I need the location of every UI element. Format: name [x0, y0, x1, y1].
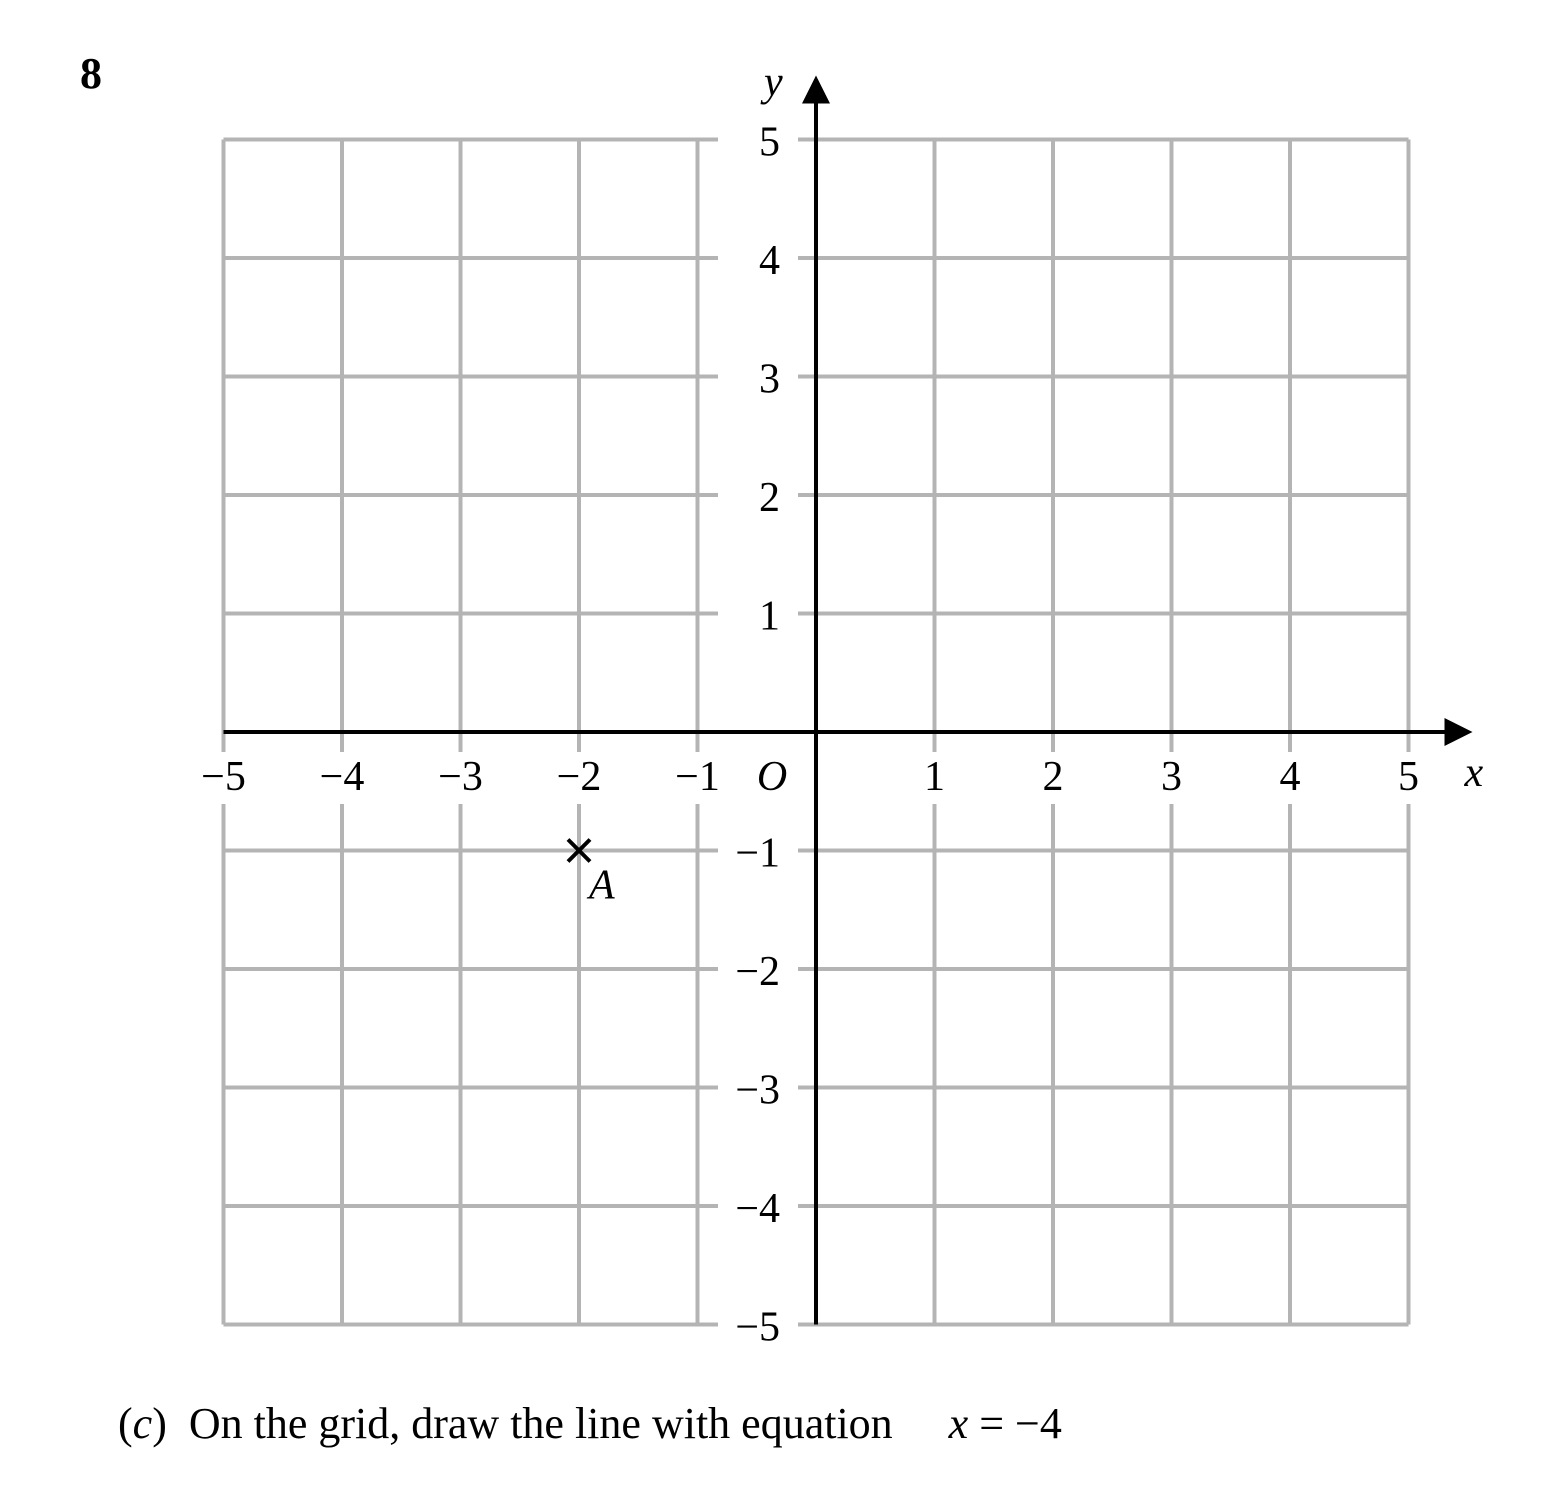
question-text — [118, 1398, 1062, 1449]
y-tick-label: 1 — [759, 593, 780, 640]
tick-label-background — [718, 116, 798, 166]
y-axis-arrow — [802, 76, 830, 104]
equation-rest: = −4 — [968, 1399, 1062, 1448]
origin-label: O — [756, 754, 788, 800]
x-tick-label: −5 — [201, 754, 246, 800]
y-tick-label: −4 — [735, 1186, 780, 1232]
tick-label-background — [718, 234, 798, 284]
y-tick-label: 4 — [759, 238, 780, 284]
x-tick-label: 2 — [1042, 754, 1064, 800]
x-tick-label: 1 — [924, 754, 945, 800]
tick-label-background — [718, 471, 798, 521]
x-tick-label: 4 — [1279, 754, 1301, 800]
y-tick-label: 5 — [759, 119, 780, 166]
x-tick-label: −1 — [675, 754, 720, 800]
point-label: A — [589, 862, 615, 909]
instruction-text: On the grid, draw the line with equation — [188, 1399, 893, 1448]
tick-label-background — [718, 590, 798, 640]
x-axis-arrow — [1445, 718, 1473, 746]
x-tick-label: −3 — [438, 754, 483, 800]
question-number: 8 — [80, 49, 102, 98]
y-tick-label: −1 — [735, 830, 780, 877]
part-letter: c — [132, 1399, 153, 1448]
y-tick-label: 2 — [759, 475, 780, 521]
x-tick-label: 5 — [1398, 754, 1419, 800]
x-tick-label: −4 — [319, 754, 365, 800]
x-tick-label: −2 — [556, 754, 602, 800]
equation-variable: x — [948, 1399, 969, 1448]
x-tick-label: 3 — [1161, 754, 1182, 800]
part-label: (c) — [118, 1399, 167, 1448]
y-tick-label: −2 — [735, 949, 780, 995]
axes — [224, 60, 1484, 1325]
y-tick-label: −5 — [735, 1304, 780, 1351]
x-axis-label: x — [1464, 750, 1484, 796]
y-tick-label: −3 — [735, 1067, 780, 1114]
y-tick-label: 3 — [759, 356, 780, 403]
equation — [949, 1399, 1062, 1448]
y-axis-label: y — [764, 59, 783, 106]
tick-label-background — [718, 353, 798, 403]
